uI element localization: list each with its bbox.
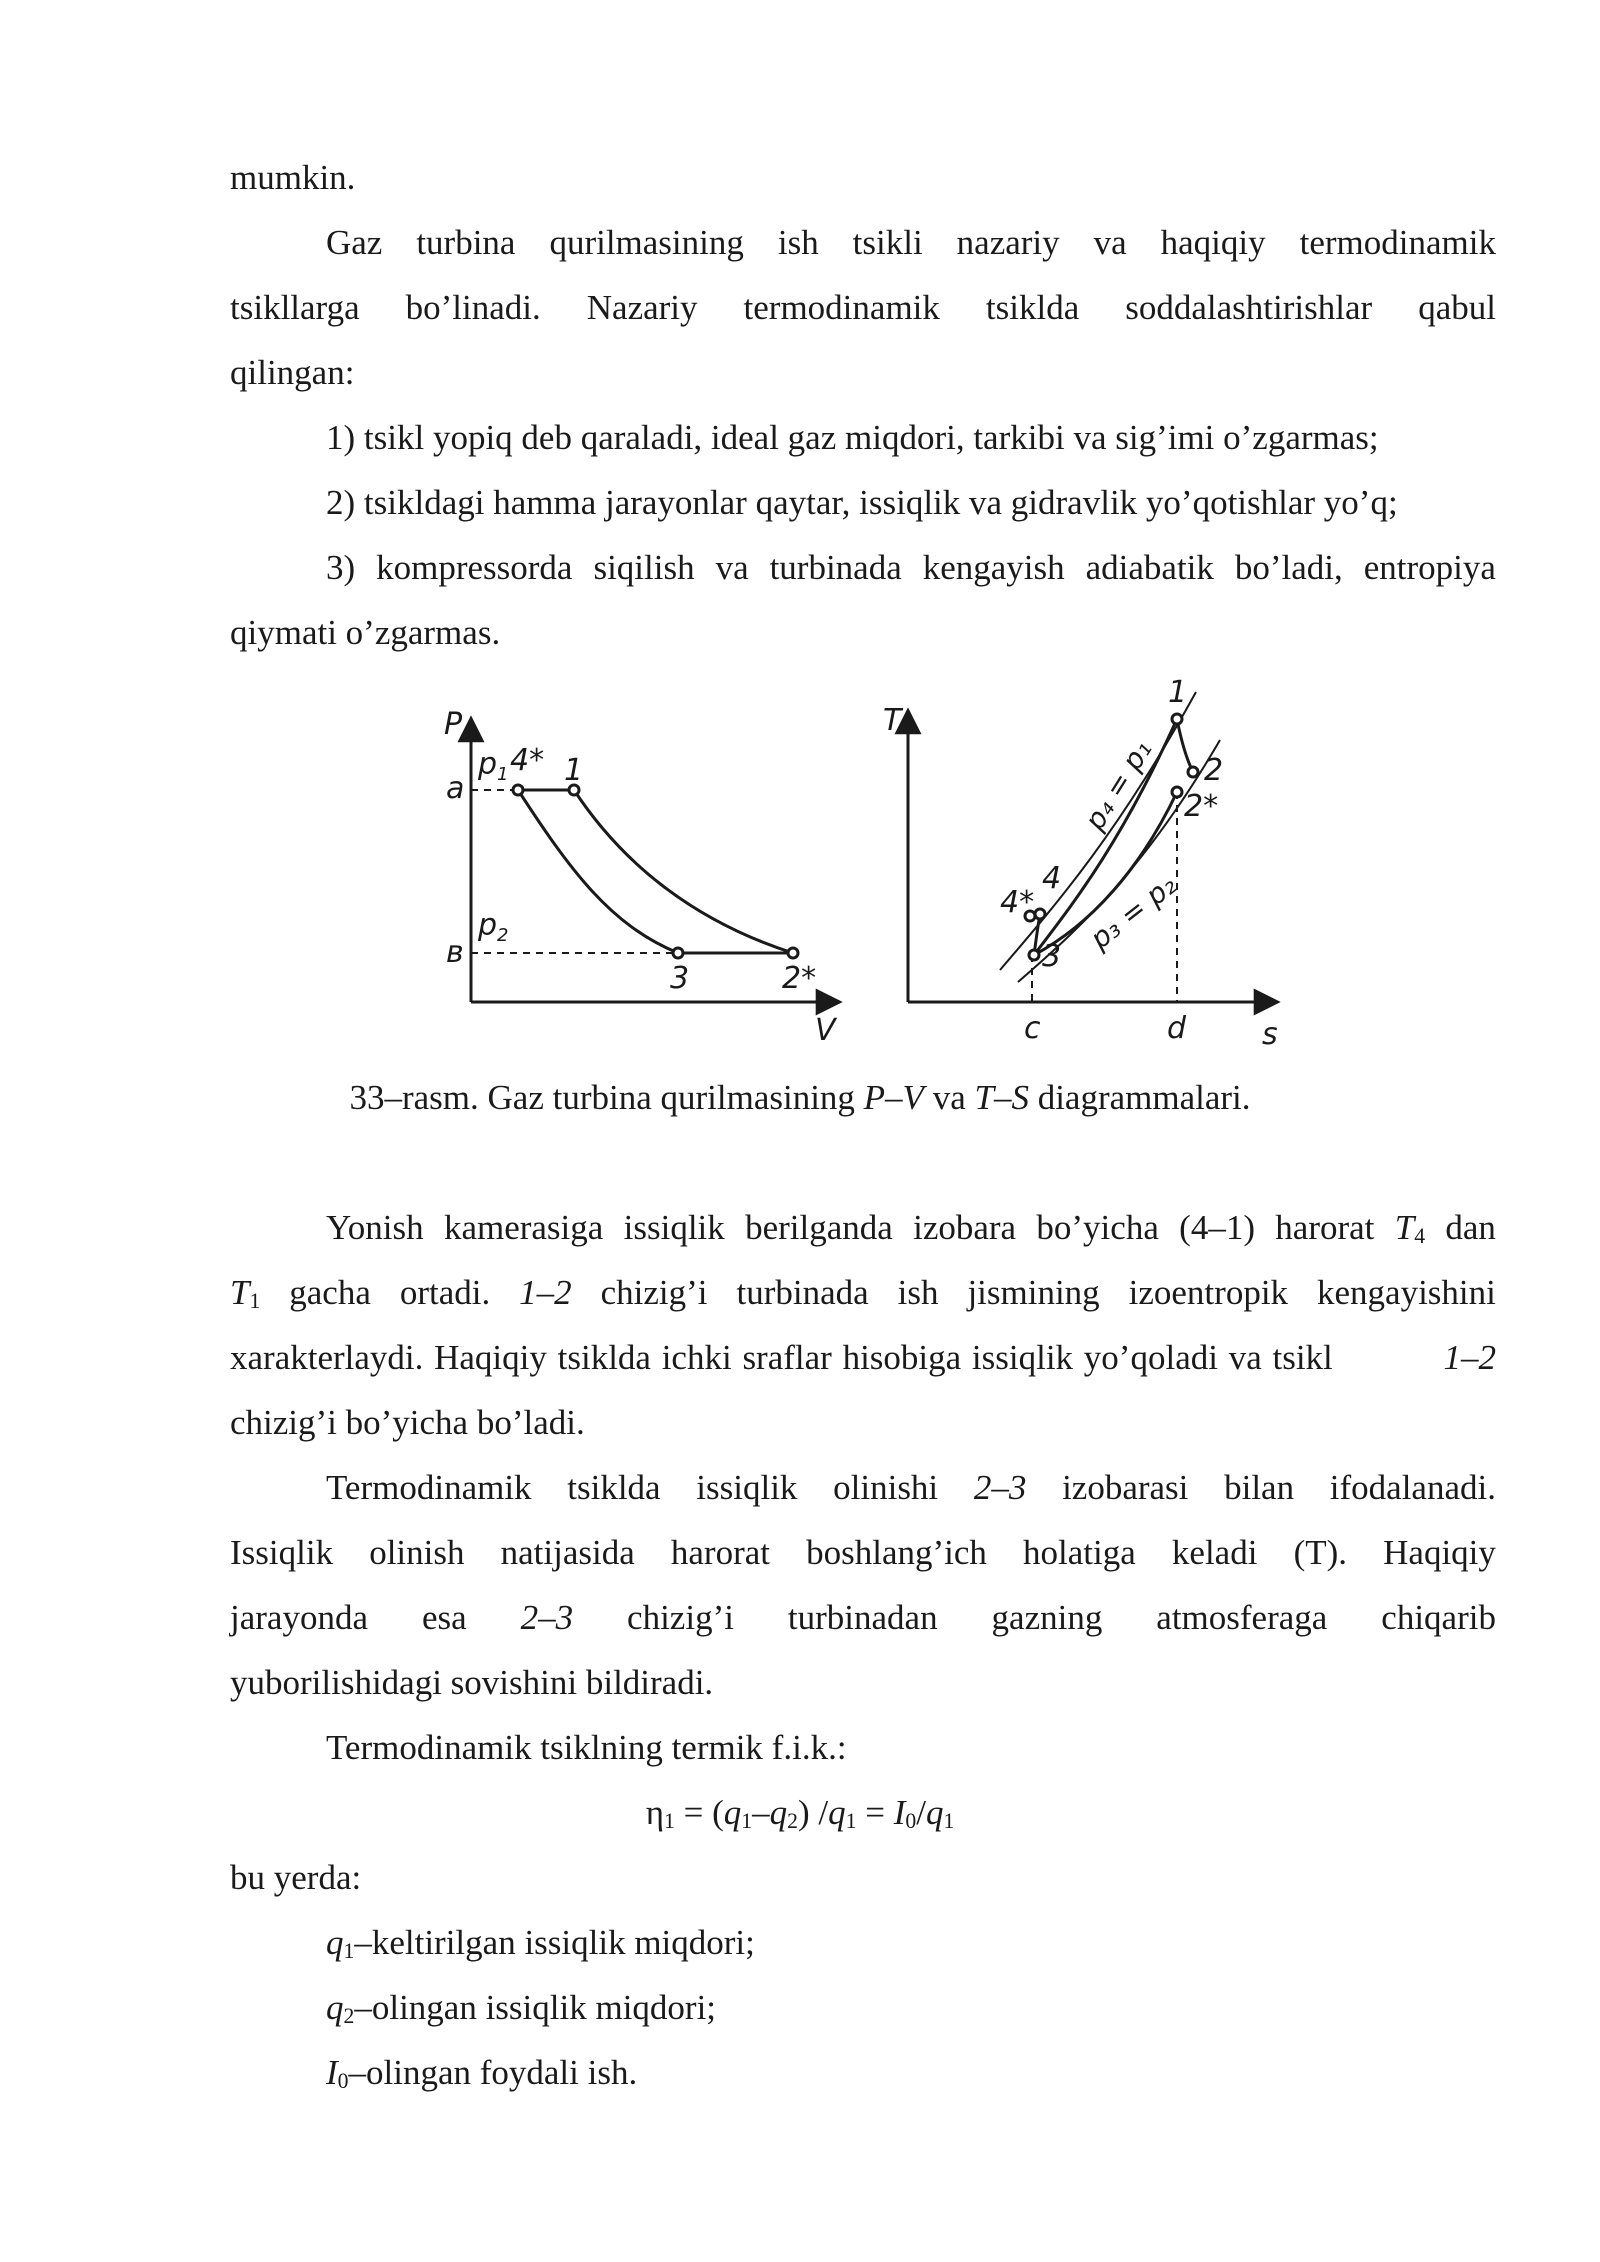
word: adiabatik <box>1085 548 1214 587</box>
word: gacha <box>289 1273 371 1312</box>
pv-axis-x-label: V <box>815 1013 836 1048</box>
word: turbinadan <box>787 1598 938 1637</box>
word: bo’linadi. <box>405 288 541 327</box>
word: izobarasi <box>1062 1468 1189 1507</box>
word: qurilmasining <box>549 223 744 262</box>
ts-point-2 <box>1188 767 1198 777</box>
list-item: 1) tsikl yopiq deb qaraladi, ideal gaz miqdori, tarkibi va sig’imi o’zgarmas; <box>326 418 1379 457</box>
word: gazning <box>991 1598 1103 1637</box>
word: bo’yicha <box>1036 1208 1159 1247</box>
justified-line <box>326 1470 1496 1505</box>
word: bo’ladi, <box>1234 548 1343 587</box>
ts-expansion-real <box>1177 719 1193 772</box>
word: harorat <box>1275 1208 1375 1247</box>
efficiency-formula: $\eta_1 = (q_1-q_2) /q_1 = I_0/q_1$ <box>645 1793 955 1833</box>
word: kamerasiga <box>443 1208 604 1247</box>
pv-ts-diagram-figure <box>0 0 1600 1100</box>
word: jismining <box>967 1273 1100 1312</box>
word: olinish <box>369 1533 465 1572</box>
word: keladi <box>1171 1533 1258 1572</box>
word: (4–1) <box>1179 1208 1255 1247</box>
word: berilganda <box>745 1208 893 1247</box>
pv-compression-curve <box>518 790 678 953</box>
ts-point-2star <box>1172 787 1182 797</box>
word: issiqlik <box>696 1468 798 1507</box>
text-line: chizig’i bo’yicha bo’ladi. <box>230 1403 585 1442</box>
word: harorat <box>670 1533 770 1572</box>
word: soddalashtirishlar <box>1125 288 1373 327</box>
word: Gaz <box>326 223 383 262</box>
word: entropiya <box>1363 548 1496 587</box>
word: ifodalanadi. <box>1329 1468 1496 1507</box>
word: izoentropik <box>1128 1273 1289 1312</box>
pv-expansion-curve <box>574 790 793 953</box>
word: chiqarib <box>1381 1598 1496 1637</box>
ts-label-d: d <box>1167 1011 1187 1046</box>
word: kengayish <box>922 548 1065 587</box>
word: jarayonda <box>230 1598 368 1637</box>
word: 1–2 <box>519 1273 572 1312</box>
word: chizig’i <box>600 1273 708 1312</box>
justified-line <box>230 1600 1496 1635</box>
word: termodinamik <box>1299 223 1496 262</box>
word: haqiqiy <box>1160 223 1266 262</box>
word: qabul <box>1418 288 1496 327</box>
word: bilan <box>1224 1468 1295 1507</box>
word: tsikli <box>852 223 923 262</box>
word: issiqlik <box>623 1208 725 1247</box>
pv-axis-y-label: P <box>444 707 463 742</box>
text-line: yuborilishidagi sovishini bildiradi. <box>230 1663 714 1702</box>
word: tsiklda <box>985 288 1080 327</box>
pv-point-4star <box>513 785 523 795</box>
pv-point-3 <box>673 948 683 958</box>
definition-item: $I_0$–olingan foydali ish. <box>326 2053 638 2093</box>
word: dan <box>1445 1208 1496 1247</box>
word: izobara <box>913 1208 1017 1247</box>
word: 2–3 <box>520 1598 574 1637</box>
ts-label-1: 1 <box>1168 675 1188 710</box>
ts-point-4 <box>1035 909 1045 919</box>
word: tsiklda <box>567 1468 661 1507</box>
word: kengayishini <box>1317 1273 1496 1312</box>
word: Yonish <box>326 1208 424 1247</box>
justified-line <box>326 1208 1496 1248</box>
pv-label-p1: $p_1$ <box>478 747 509 785</box>
ts-axis-x-label: s <box>1262 1017 1278 1052</box>
word: ish <box>897 1273 939 1312</box>
pv-label-2star: 2* <box>782 961 817 996</box>
ts-point-3 <box>1029 950 1039 960</box>
word: boshlang’ich <box>806 1533 987 1572</box>
word: siqilish <box>593 548 695 587</box>
text-line: Termodinamik tsiklning termik f.i.k.: <box>326 1728 847 1767</box>
ts-isobar-label-p3p2: p₃ = p₂ <box>1083 868 1183 956</box>
text-line: bu yerda: <box>230 1858 362 1897</box>
word: 2–3 <box>973 1468 1027 1507</box>
ts-label-c: c <box>1024 1011 1041 1046</box>
ts-diagram <box>908 692 1278 1002</box>
text-line: qiymati o’zgarmas. <box>230 613 501 652</box>
list-item: 2) tsikldagi hamma jarayonlar qaytar, issiqlik va gidravlik yo’qotishlar yo’q; <box>326 483 1398 522</box>
ts-label-3: 3 <box>1042 939 1062 974</box>
word: chizig’i <box>627 1598 734 1637</box>
word: nazariy <box>956 223 1060 262</box>
word: va <box>1093 223 1127 262</box>
pv-label-3: 3 <box>670 961 690 996</box>
word-T1: $T_1$ <box>230 1273 261 1313</box>
pv-label-a: a <box>446 771 465 806</box>
pv-label-1: 1 <box>564 753 584 788</box>
ts-point-1 <box>1172 714 1182 724</box>
pv-labels <box>444 707 838 1048</box>
ts-isobar-label-p4p1: p₄ = p₁ <box>1077 734 1159 836</box>
word: va <box>715 548 749 587</box>
word: ortadi. <box>399 1273 491 1312</box>
ts-axis-y-label: T <box>883 703 902 738</box>
definition-item: $q_2$–olingan issiqlik miqdori; <box>326 1988 717 2028</box>
word: atmosferaga <box>1156 1598 1328 1637</box>
pv-point-2star <box>788 948 798 958</box>
ts-label-2: 2 <box>1204 753 1224 788</box>
word: turbinada <box>769 548 902 587</box>
word: holatiga <box>1023 1533 1136 1572</box>
pv-label-4star: 4* <box>510 743 545 778</box>
word: (T). <box>1293 1533 1348 1572</box>
word: Issiqlik <box>230 1533 334 1572</box>
word: Haqiqiy <box>1383 1533 1496 1572</box>
word: turbina <box>416 223 516 262</box>
ts-labels <box>883 675 1278 1052</box>
justified-line <box>230 1273 1496 1313</box>
word: tsikllarga <box>230 288 360 327</box>
word: natijasida <box>500 1533 635 1572</box>
text-run: xarakterlaydi. Haqiqiy tsiklda ichki sraflar hisobiga issiqlik yo’qoladi va tsikl <box>230 1338 1333 1377</box>
word: 3) <box>326 548 356 587</box>
word: esa <box>421 1598 467 1637</box>
definition-item: $q_1$–keltirilgan issiqlik miqdori; <box>326 1923 755 1963</box>
word: Termodinamik <box>326 1468 532 1507</box>
text-run: 1–2 <box>1443 1338 1496 1377</box>
word-T4: $T_4$ <box>1394 1208 1426 1248</box>
word: ish <box>777 223 819 262</box>
figure-caption: 33–rasm. Gaz turbina qurilmasining P–V va T–S diagrammalari. <box>349 1078 1251 1117</box>
word: termodinamik <box>743 288 940 327</box>
ts-label-4: 4 <box>1042 861 1062 896</box>
pv-label-b: в <box>446 935 464 970</box>
justified-line <box>230 1340 1496 1375</box>
word: turbinada <box>736 1273 869 1312</box>
text-line: mumkin. <box>230 158 356 197</box>
ts-label-2star: 2* <box>1184 789 1219 824</box>
justified-line <box>230 1535 1496 1570</box>
word: kompressorda <box>376 548 573 587</box>
text-line: qilingan: <box>230 353 355 392</box>
word: Nazariy <box>586 288 698 327</box>
ts-label-4star: 4* <box>1000 885 1035 920</box>
word: olinishi <box>833 1468 939 1507</box>
pv-label-p2: $p_2$ <box>478 908 509 946</box>
